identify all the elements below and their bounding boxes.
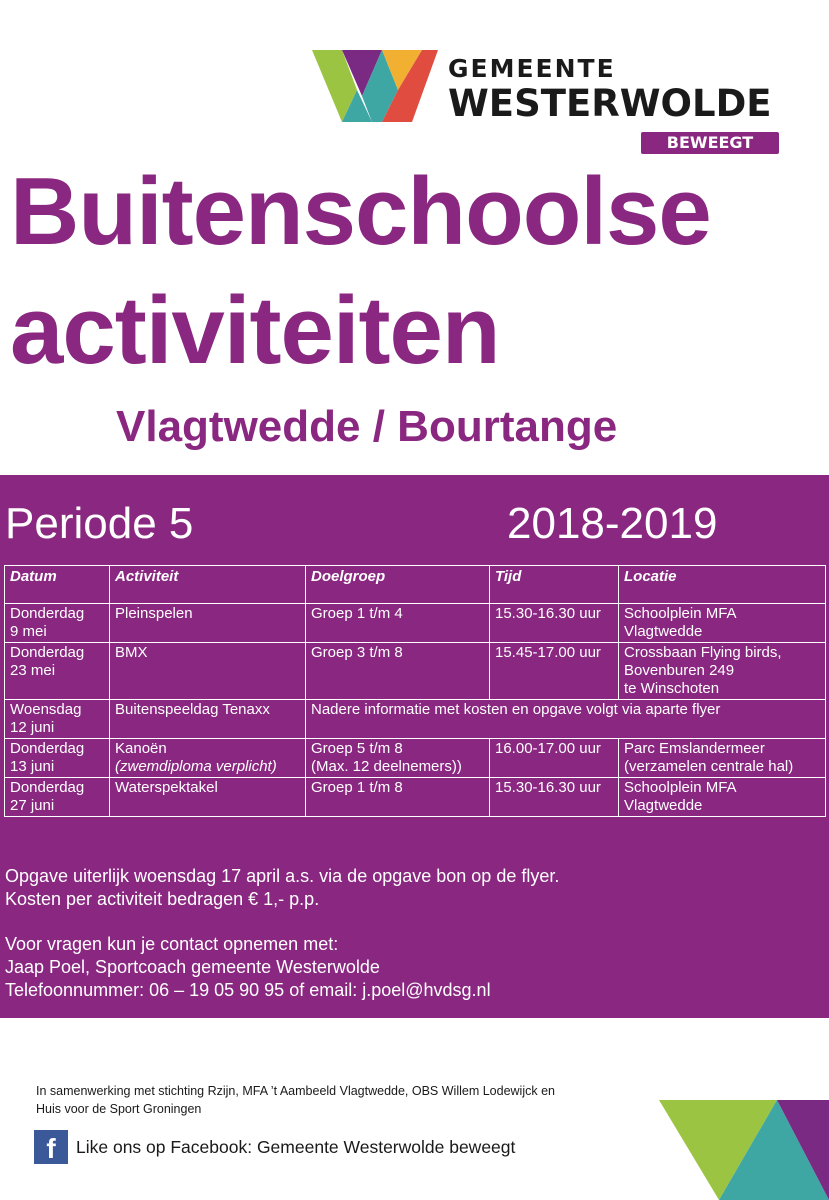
locatie-line: Vlagtwedde — [624, 623, 703, 640]
cell-datum — [5, 604, 110, 643]
cell-tijd: 15.30-16.30 uur — [490, 604, 619, 643]
logo — [312, 48, 782, 158]
cell-datum — [5, 700, 110, 739]
cell-tijd: 15.45-17.00 uur — [490, 643, 619, 700]
table-header-row — [5, 566, 826, 604]
activiteit-name: Kanoën — [115, 740, 167, 757]
cell-datum — [5, 643, 110, 700]
datum-date: 9 mei — [10, 623, 47, 640]
table-row — [5, 778, 826, 817]
cell-activiteit: Buitenspeeldag Tenaxx — [110, 700, 306, 739]
facebook-icon: f — [34, 1130, 68, 1164]
cell-activiteit: Waterspektakel — [110, 778, 306, 817]
facebook-text: Like ons op Facebook: Gemeente Westerwolde beweegt — [76, 1136, 516, 1157]
cell-activiteit: Pleinspelen — [110, 604, 306, 643]
cell-doelgroep: Groep 3 t/m 8 — [306, 643, 490, 700]
locatie-line: Crossbaan Flying birds, — [624, 644, 782, 661]
facebook-link[interactable] — [34, 1130, 515, 1164]
schedule-table — [4, 565, 826, 817]
school-year: 2018-2019 — [507, 499, 718, 548]
locatie-line: Bovenburen 249 — [624, 662, 735, 679]
logo-gemeente-text: GEMEENTE — [448, 54, 616, 83]
schedule-panel — [0, 475, 829, 1018]
datum-date: 27 juni — [10, 797, 55, 814]
table-row — [5, 739, 826, 778]
doelgroep-line: (Max. 12 deelnemers)) — [311, 758, 462, 775]
header-locatie: Locatie — [619, 566, 826, 604]
cell-locatie — [619, 643, 826, 700]
cell-locatie — [619, 739, 826, 778]
page-title-line2: activiteiten — [10, 277, 500, 384]
locatie-line: Schoolplein MFA — [624, 605, 737, 622]
contact-intro: Voor vragen kun je contact opnemen met: — [5, 934, 339, 954]
datum-date: 12 juni — [10, 719, 55, 736]
westerwolde-logo-icon — [312, 50, 438, 122]
logo-beweegt-badge: BEWEEGT — [641, 132, 779, 154]
cell-doelgroep: Groep 1 t/m 4 — [306, 604, 490, 643]
datum-date: 23 mei — [10, 662, 56, 679]
table-row — [5, 643, 826, 700]
cell-activiteit: BMX — [110, 643, 306, 700]
corner-triangles-icon — [659, 1100, 829, 1200]
page-title-line1: Buitenschoolse — [10, 158, 711, 265]
cost-info: Kosten per activiteit bedragen € 1,- p.p. — [5, 889, 320, 909]
header-activiteit: Activiteit — [110, 566, 306, 604]
partners-line: In samenwerking met stichting Rzijn, MFA ’t Aambeeld Vlagtwedde, OBS Willem Lodewijck en — [36, 1084, 555, 1098]
datum-date: 13 juni — [10, 758, 55, 775]
contact-info — [5, 933, 491, 1002]
cell-locatie — [619, 604, 826, 643]
cell-activiteit — [110, 739, 306, 778]
logo-westerwolde-text: WESTERWOLDE — [448, 82, 772, 125]
locatie-line: Schoolplein MFA — [624, 779, 737, 796]
page-subtitle: Vlagtwedde / Bourtange — [116, 402, 618, 451]
cell-info: Nadere informatie met kosten en opgave volgt via aparte flyer — [306, 700, 826, 739]
datum-day: Donderdag — [10, 779, 85, 796]
cell-doelgroep — [306, 739, 490, 778]
locatie-line: Parc Emslandermeer — [624, 740, 765, 757]
datum-day: Donderdag — [10, 644, 85, 661]
cell-doelgroep: Groep 1 t/m 8 — [306, 778, 490, 817]
datum-day: Woensdag — [10, 701, 82, 718]
datum-day: Donderdag — [10, 740, 85, 757]
activiteit-note: (zwemdiploma verplicht) — [115, 758, 277, 775]
registration-info — [5, 865, 559, 911]
contact-phone-email: Telefoonnummer: 06 – 19 05 90 95 of email: j.poel@hvdsg.nl — [5, 980, 491, 1000]
header-doelgroep: Doelgroep — [306, 566, 490, 604]
partners-line: Huis voor de Sport Groningen — [36, 1102, 202, 1116]
cell-tijd: 15.30-16.30 uur — [490, 778, 619, 817]
period-label: Periode 5 — [5, 499, 194, 548]
cell-locatie — [619, 778, 826, 817]
header-datum: Datum — [5, 566, 110, 604]
registration-deadline: Opgave uiterlijk woensdag 17 april a.s. via de opgave bon op de flyer. — [5, 866, 560, 886]
locatie-line: Vlagtwedde — [624, 797, 703, 814]
datum-day: Donderdag — [10, 605, 85, 622]
locatie-line: (verzamelen centrale hal) — [624, 758, 794, 775]
header-tijd: Tijd — [490, 566, 619, 604]
cell-datum — [5, 778, 110, 817]
cell-tijd: 16.00-17.00 uur — [490, 739, 619, 778]
contact-person: Jaap Poel, Sportcoach gemeente Westerwolde — [5, 957, 380, 977]
partners-note — [36, 1082, 656, 1118]
table-row — [5, 700, 826, 739]
doelgroep-line: Groep 5 t/m 8 — [311, 740, 403, 757]
table-row — [5, 604, 826, 643]
cell-datum — [5, 739, 110, 778]
locatie-line: te Winschoten — [624, 680, 720, 697]
